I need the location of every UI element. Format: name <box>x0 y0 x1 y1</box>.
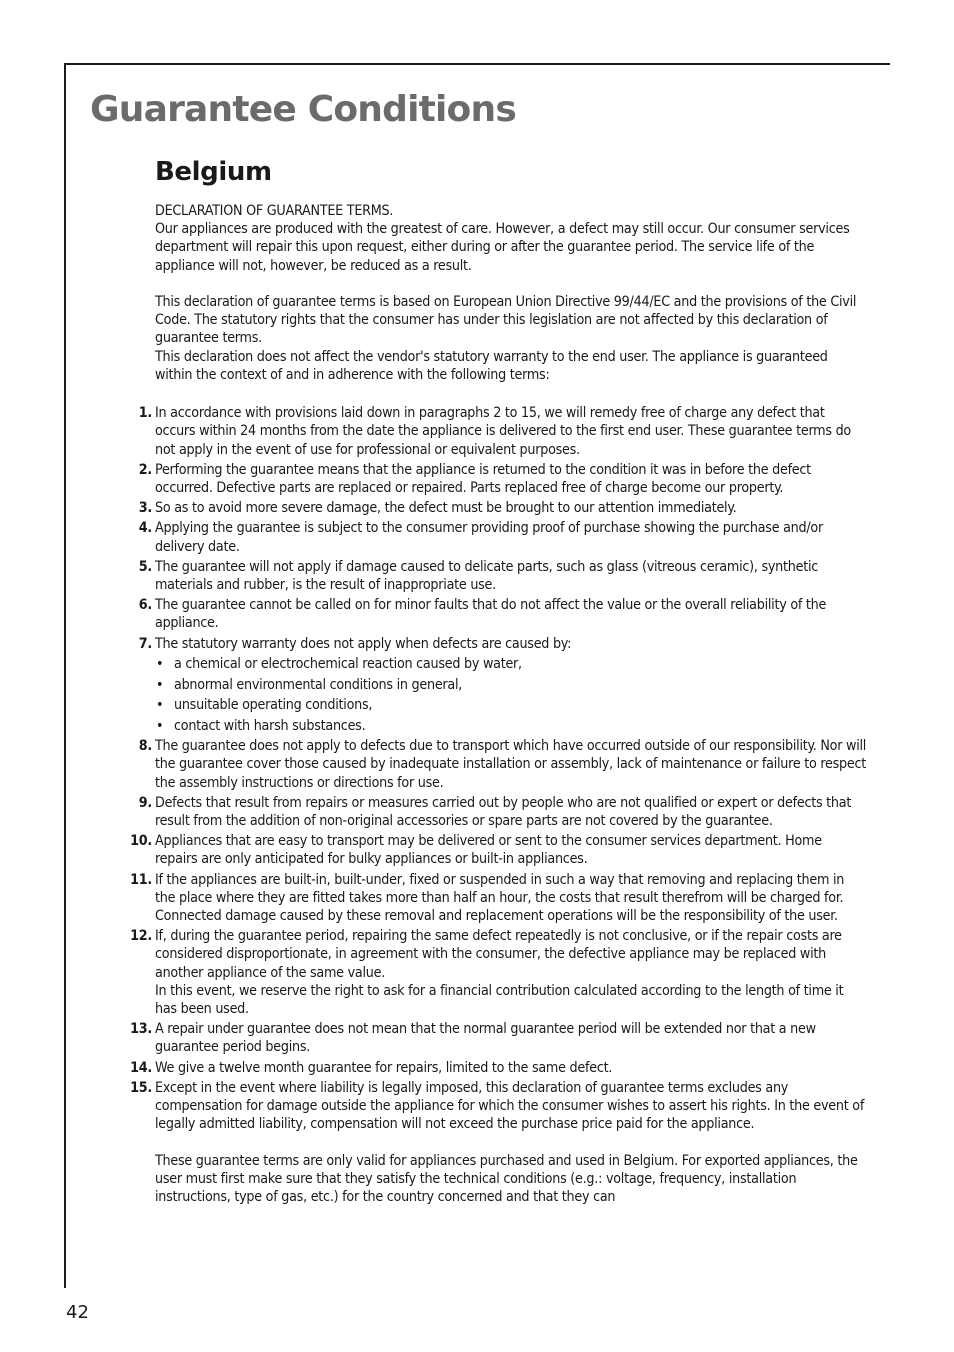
bullet-text: contact with harsh substances. <box>174 718 366 735</box>
terms-list <box>130 404 867 1133</box>
term-item <box>138 558 867 594</box>
term-number: 2. <box>138 461 152 478</box>
document-body <box>130 202 867 1206</box>
intro-paragraph-2: This declaration of guarantee terms is based on European Union Directive 99/44/EC and the provisions of the Civil Code. The statutory rights that the consumer has under this legislation are not affected by this declaration of guarantee terms. <box>155 294 857 347</box>
bullet-item <box>155 696 867 714</box>
page-title: Guarantee Conditions <box>90 89 516 130</box>
term-item <box>138 461 867 497</box>
bullet-item <box>155 717 867 735</box>
term-number: 6. <box>138 597 152 614</box>
closing-paragraph: These guarantee terms are only valid for appliances purchased and used in Belgium. For exported appliances, the user must first make sure that they satisfy the technical conditions (e.g.: voltage, frequency, installation instructions, type of gas, etc.) for the country concerned and that they can <box>155 1152 858 1206</box>
paragraph-gap <box>155 275 867 293</box>
term-text: If the appliances are built-in, built-under, fixed or suspended in such a way that removing and replacing them in the place where they are fitted takes more than half an hour, the costs that result therefrom will be charged for. Connected damage caused by these removal and replacement operations will be the responsibility of the user. <box>155 871 845 925</box>
term-text: The guarantee will not apply if damage caused to delicate parts, such as glass (vitreous ceramic), synthetic materials and rubber, is the result of inappropriate use. <box>155 558 819 594</box>
term-item <box>138 596 867 632</box>
term-item <box>130 1079 867 1134</box>
term-text: The guarantee cannot be called on for minor faults that do not affect the value or the overall reliability of the appliance. <box>155 597 827 632</box>
term-text: If, during the guarantee period, repairing the same defect repeatedly is not conclusive, or if the repair costs are considered disproportionate, in agreement with the consumer, the defective appliance may be replaced with another appliance of the same value. <box>155 928 842 981</box>
bullet-text: abnormal environmental conditions in general, <box>174 676 463 693</box>
bullet-icon: • <box>156 656 164 673</box>
term-item <box>130 832 867 868</box>
term-item <box>130 1020 867 1056</box>
term-item <box>138 499 867 517</box>
term-number: 13. <box>130 1021 152 1038</box>
term-number: 3. <box>138 500 152 517</box>
term-text: Defects that result from repairs or measures carried out by people who are not qualified or expert or defects that result from the addition of non-original accessories or spare parts are not covered by the guarantee. <box>155 794 852 830</box>
top-rule <box>64 63 890 65</box>
term-text: So as to avoid more severe damage, the defect must be brought to our attention immediately. <box>155 500 737 517</box>
intro-paragraph-3: This declaration does not affect the vendor's statutory warranty to the end user. The appliance is guaranteed within the context of and in adherence with the following terms: <box>155 348 828 383</box>
bullet-icon: • <box>156 718 164 735</box>
term-number: 7. <box>138 635 152 652</box>
bullet-item <box>155 676 867 694</box>
section-title: Belgium <box>155 157 272 187</box>
term-text-continued: In this event, we reserve the right to ask for a financial contribution calculated according to the length of time it has been used. <box>155 982 844 1018</box>
bullet-text: unsuitable operating conditions, <box>174 697 373 714</box>
term-text: A repair under guarantee does not mean that the normal guarantee period will be extended nor that a new guarantee period begins. <box>155 1021 816 1056</box>
declaration-heading: DECLARATION OF GUARANTEE TERMS. <box>155 203 394 219</box>
bullet-item <box>155 655 867 673</box>
term-item <box>138 635 867 736</box>
paragraph-gap <box>155 1133 867 1151</box>
term-number: 4. <box>138 520 152 537</box>
paragraph-gap <box>155 384 867 402</box>
bullet-list <box>155 655 867 735</box>
term-number: 5. <box>138 558 152 575</box>
term-item <box>138 519 867 555</box>
bullet-icon: • <box>156 697 164 714</box>
term-number: 15. <box>130 1079 152 1096</box>
intro-paragraph-1: Our appliances are produced with the greatest of care. However, a defect may still occur. Our consumer services department will repair this upon request, either during or after the guarantee period. The service life of the appliance will not, however, be reduced as a result. <box>155 221 850 274</box>
term-text: Except in the event where liability is legally imposed, this declaration of guarantee terms excludes any compensation for damage outside the appliance for which the consumer wishes to assert his rights. In the event of legally admitted liability, compensation will not exceed the purchase price paid for the appliance. <box>155 1079 865 1133</box>
term-text: The statutory warranty does not apply when defects are caused by: <box>155 635 572 652</box>
term-text: The guarantee does not apply to defects due to transport which have occurred outside of our responsibility. Nor will the guarantee cover those caused by inadequate installation or assembly, lack of maintenance or failure to respect the assembly instructions or directions for use. <box>155 738 867 791</box>
term-number: 9. <box>138 794 152 811</box>
left-rule <box>64 63 66 1288</box>
term-number: 11. <box>130 871 152 888</box>
term-item <box>138 794 867 830</box>
term-item <box>138 737 867 792</box>
term-number: 1. <box>138 405 152 422</box>
page-number: 42 <box>66 1302 89 1323</box>
bullet-icon: • <box>156 676 164 693</box>
term-number: 12. <box>130 928 152 945</box>
term-text: We give a twelve month guarantee for repairs, limited to the same defect. <box>155 1059 613 1076</box>
term-text: Applying the guarantee is subject to the consumer providing proof of purchase showing the purchase and/or delivery date. <box>155 520 823 555</box>
bullet-text: a chemical or electrochemical reaction caused by water, <box>174 656 522 673</box>
term-item <box>138 404 867 459</box>
term-text: Performing the guarantee means that the appliance is returned to the condition it was in before the defect occurred. Defective parts are replaced or repaired. Parts replaced free of charge become our property. <box>155 461 811 497</box>
term-text: In accordance with provisions laid down in paragraphs 2 to 15, we will remedy free of charge any defect that occurs within 24 months from the date the appliance is delivered to the first end user. These guarantee terms do not apply in the event of use for professional or equivalent purposes. <box>155 405 851 458</box>
term-number: 8. <box>138 738 152 755</box>
term-number: 10. <box>130 833 152 850</box>
term-text: Appliances that are easy to transport may be delivered or sent to the consumer services department. Home repairs are only anticipated for bulky appliances or built-in appliances. <box>155 833 822 868</box>
term-item <box>130 1059 867 1077</box>
term-number: 14. <box>130 1059 152 1076</box>
term-item <box>130 871 867 926</box>
term-item <box>130 927 867 1018</box>
